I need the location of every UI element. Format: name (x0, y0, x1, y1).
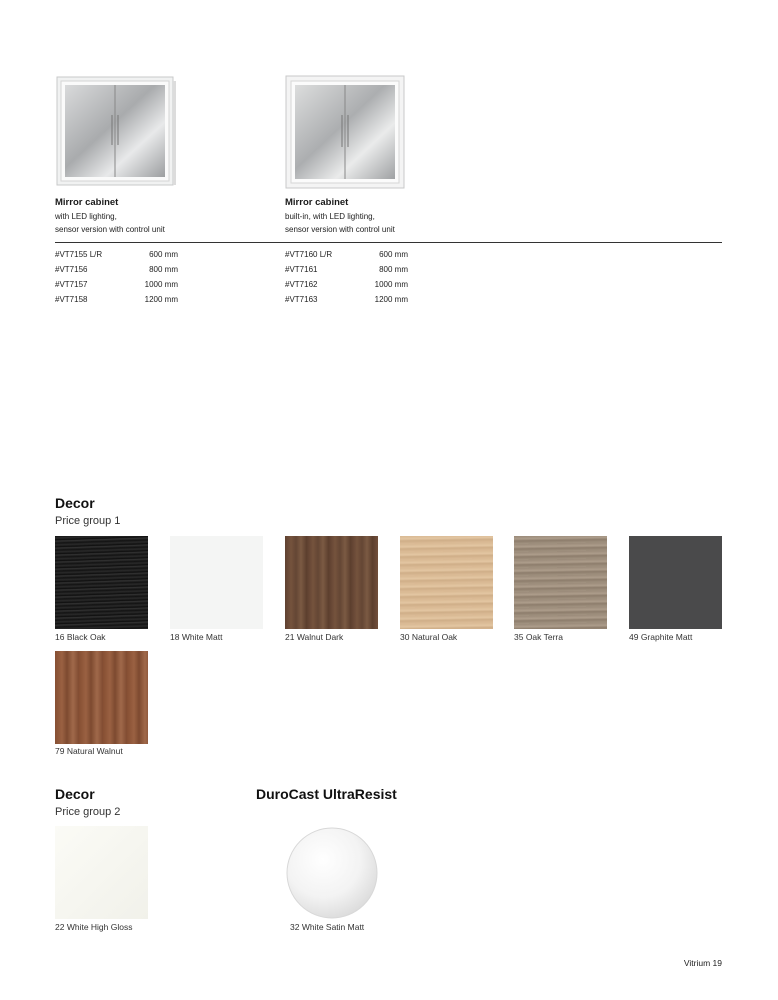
article-number: #VT7161 (285, 265, 318, 274)
swatch-label: 18 White Matt (170, 632, 223, 642)
swatch-walnut-dark (285, 536, 378, 629)
cabinet-1-description-line-1: with LED lighting, (55, 212, 117, 221)
swatch-label: 30 Natural Oak (400, 632, 458, 642)
price-group-1-label: Price group 1 (55, 515, 121, 527)
article-size: 800 mm (149, 265, 178, 274)
decor-heading: Decor (55, 495, 95, 511)
table-row (285, 277, 408, 292)
cabinet-1-description-line-2: sensor version with control unit (55, 225, 165, 234)
swatch-label: 32 White Satin Matt (290, 922, 365, 932)
cabinet-2-description-line-1: built-in, with LED lighting, (285, 212, 375, 221)
article-number: #VT7162 (285, 280, 318, 289)
article-number: #VT7160 L/R (285, 250, 333, 259)
swatch-white-satin-matt (285, 826, 379, 920)
article-number: #VT7163 (285, 295, 318, 304)
article-number: #VT7156 (55, 265, 88, 274)
price-group-2-label: Price group 2 (55, 806, 121, 818)
swatch-label: 16 Black Oak (55, 632, 106, 642)
swatch-black-oak (55, 536, 148, 629)
built-in-mirror-cabinet-image (285, 75, 407, 190)
swatch-label: 49 Graphite Matt (629, 632, 693, 642)
cabinet-2-description-line-2: sensor version with control unit (285, 225, 395, 234)
article-number: #VT7157 (55, 280, 88, 289)
article-number: #VT7155 L/R (55, 250, 103, 259)
article-size: 1000 mm (144, 280, 178, 289)
swatch-label: 22 White High Gloss (55, 922, 133, 932)
swatch-graphite-matt (629, 536, 722, 629)
mirror-cabinet-image (55, 75, 177, 188)
cabinet-2-title: Mirror cabinet (285, 197, 349, 208)
article-size: 800 mm (379, 265, 408, 274)
cabinet-1-title: Mirror cabinet (55, 197, 119, 208)
table-row (55, 262, 178, 277)
table-row (55, 277, 178, 292)
article-size: 600 mm (379, 250, 408, 259)
swatch-label: 79 Natural Walnut (55, 746, 123, 756)
article-size: 1000 mm (374, 280, 408, 289)
swatch-label: 21 Walnut Dark (285, 632, 344, 642)
table-divider (55, 242, 722, 243)
swatch-natural-oak (400, 536, 493, 629)
table-row (55, 247, 178, 262)
article-size: 1200 mm (374, 295, 408, 304)
swatch-natural-walnut (55, 651, 148, 744)
table-row (55, 292, 178, 307)
table-row (285, 247, 408, 262)
swatch-label: 35 Oak Terra (514, 632, 563, 642)
article-number: #VT7158 (55, 295, 88, 304)
page-footer: Vitrium 19 (683, 958, 722, 968)
article-size: 600 mm (149, 250, 178, 259)
table-row (285, 262, 408, 277)
swatch-white-matt (170, 536, 263, 629)
swatch-white-high-gloss (55, 826, 148, 919)
table-row (285, 292, 408, 307)
decor-heading-2: Decor (55, 786, 95, 802)
article-size: 1200 mm (144, 295, 178, 304)
swatch-oak-terra (514, 536, 607, 629)
durocast-heading: DuroCast UltraResist (256, 786, 397, 802)
